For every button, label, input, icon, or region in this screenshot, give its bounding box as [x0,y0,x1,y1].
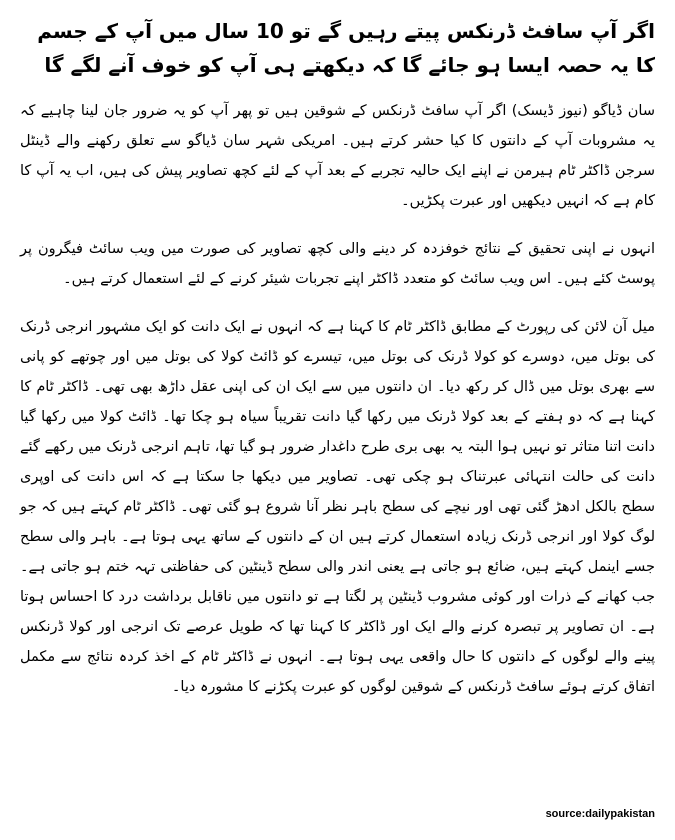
article-headline: اگر آپ سافٹ ڈرنکس پیتے رہیں گے تو 10 سال میں آپ کے جسم کا یہ حصہ ایسا ہو جائے گا کہ دیکھتے ہی آپ کو خوف آنے لگے گا [37,19,655,77]
article-source: source:dailypakistan [545,808,655,820]
article-paragraph-1: سان ڈیاگو (نیوز ڈیسک) اگر آپ سافٹ ڈرنکس کے شوقین ہیں تو پھر آپ کو یہ ضرور جان لینا چاہیے کہ یہ مشروبات آپ کے دانتوں کا کیا حشر کرتے ہیں۔ امریکی شہر سان ڈیاگو سے تعلق رکھنے والے ڈینٹل سرجن ڈاکٹر ٹام ہیرمن نے اپنے ایک حالیہ تجربے کے بعد آپ کے لئے کچھ تصاویر پیش کی ہیں، اب یہ آپ کا کام ہے کہ انہیں دیکھیں اور عبرت پکڑیں۔ [20,103,655,209]
article-paragraph-3: میل آن لائن کی رپورٹ کے مطابق ڈاکٹر ٹام کا کہنا ہے کہ انہوں نے ایک دانت کو ایک مشہور انرجی ڈرنک کی بوتل میں، دوسرے کو کولا ڈرنک کی بوتل میں، تیسرے کو ڈائٹ کولا کی بوتل میں اور چوتھے کو پانی سے بھری بوتل میں ڈال کر رکھ دیا۔ ان دانتوں میں سے ایک ان کی اپنی عقل داڑھ بھی تھی۔ ڈاکٹر ٹام کا کہنا ہے کہ دو ہفتے کے بعد کولا ڈرنک میں رکھا گیا دانت تقریباً سیاہ ہو چکا تھا۔ ڈائٹ کولا میں رکھا گیا دانت اتنا متاثر تو نہیں ہوا البتہ یہ بھی بری طرح داغدار ضرور ہو گیا تھا، تاہم انرجی ڈرنک میں رکھے گئے دانت کی حالت انتہائی عبرتناک ہو چکی تھی۔ تصاویر میں دیکھا جا سکتا ہے کہ اس دانت کی اوپری سطح بالکل ادھڑ گئی تھی اور نیچے کی سطح باہر نظر آنا شروع ہو گئی تھی۔ ڈاکٹر ٹام کہتے ہیں کہ جو لوگ کولا اور انرجی ڈرنک زیادہ استعمال کرتے ہیں ان کے دانتوں کے ساتھ یہی ہوتا ہے۔ باہر والی سطح جسے اینمل کہتے ہیں، ضائع ہو جاتی ہے یعنی اندر والی سطح ڈینٹین کی حفاظتی تہہ ختم ہو جاتی ہے۔ جب کھانے کے ذرات اور کوئی مشروب ڈینٹین پر لگتا ہے تو دانتوں میں ناقابل برداشت درد کا احساس ہوتا ہے۔ ان تصاویر پر تبصرہ کرنے والے ایک اور ڈاکٹر کا کہنا تھا کہ طویل عرصے تک انرجی اور کولا ڈرنکس پینے والے لوگوں کے دانتوں کا حال واقعی یہی ہوتا ہے۔ انہوں نے ڈاکٹر ٹام کے اخذ کردہ نتائج سے مکمل اتفاق کرتے ہوئے سافٹ ڈرنکس کے شوقین لوگوں کو عبرت پکڑنے کا مشورہ دیا۔ [20,319,655,695]
article-paragraph-2: انہوں نے اپنی تحقیق کے نتائج خوفزدہ کر دینے والی کچھ تصاویر کی صورت میں ویب سائٹ فیگرون پر پوسٹ کئے ہیں۔ اس ویب سائٹ کو متعدد ڈاکٹر اپنے تجربات شیئر کرنے کے لئے استعمال کرتے ہیں۔ [20,241,655,287]
